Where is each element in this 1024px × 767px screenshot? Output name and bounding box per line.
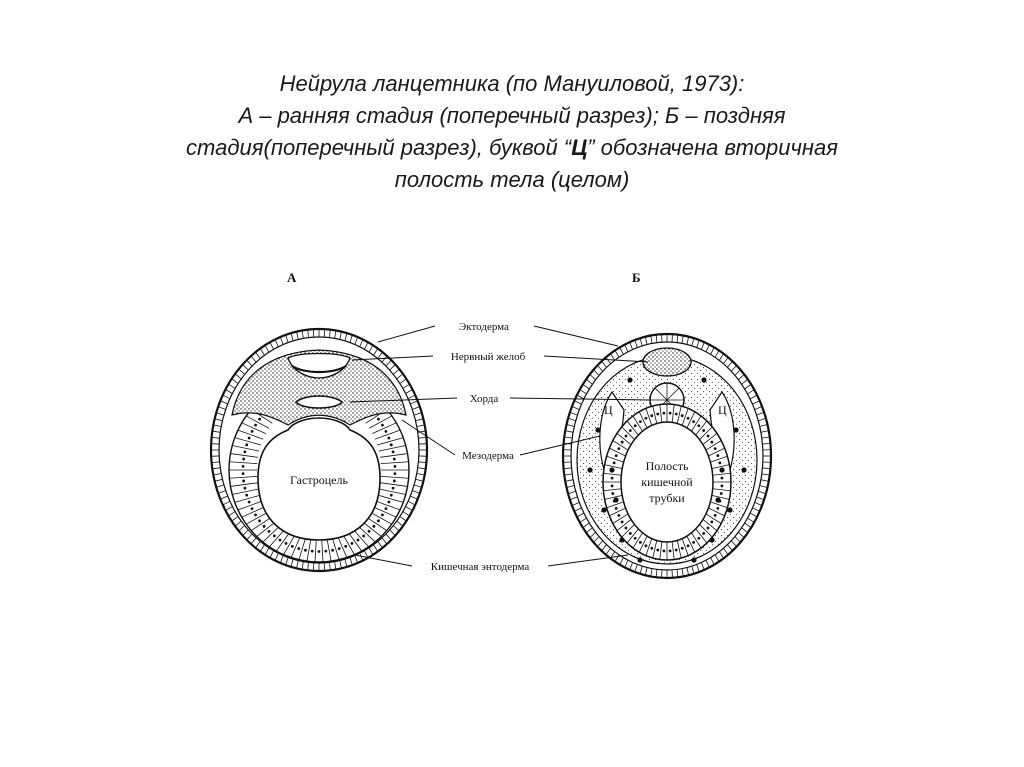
gut-cavity-label-1: Полость: [645, 459, 689, 473]
panel-a-letter: А: [287, 270, 297, 285]
coelom-mark-right: Ц: [718, 403, 727, 417]
label-notochord: Хорда: [469, 393, 499, 405]
coelom-mark-left: Ц: [604, 403, 613, 417]
gastrocoel-label: Гастроцель: [290, 473, 348, 487]
label-mesoderm: Мезодерма: [462, 450, 514, 462]
label-gut-endoderm: Кишечная энтодерма: [430, 561, 530, 573]
caption-line-3-end: ” обозначена вторичная: [587, 135, 838, 160]
caption-line-2: А – ранняя стадия (поперечный разрез); Б – поздняя: [238, 103, 786, 128]
label-neural-groove: Нервный желоб: [450, 351, 526, 363]
caption-line-3-start: стадия(поперечный разрез), буквой “: [186, 135, 572, 160]
caption-line-1: Нейрула ланцетника (по Мануиловой, 1973):: [279, 71, 745, 96]
coelom-letter: Ц: [571, 135, 588, 160]
section-a-notochord: [296, 396, 342, 408]
gut-cavity-label-3: трубки: [649, 491, 685, 505]
label-ectoderm: Эктодерма: [459, 321, 509, 333]
caption-line-4: полость тела (целом): [394, 167, 630, 192]
panel-b-letter: Б: [632, 270, 641, 285]
section-b-neural-tube: [643, 348, 691, 376]
gut-cavity-label-2: кишечной: [641, 475, 693, 489]
section-a: [211, 329, 427, 571]
section-b: [563, 334, 771, 578]
